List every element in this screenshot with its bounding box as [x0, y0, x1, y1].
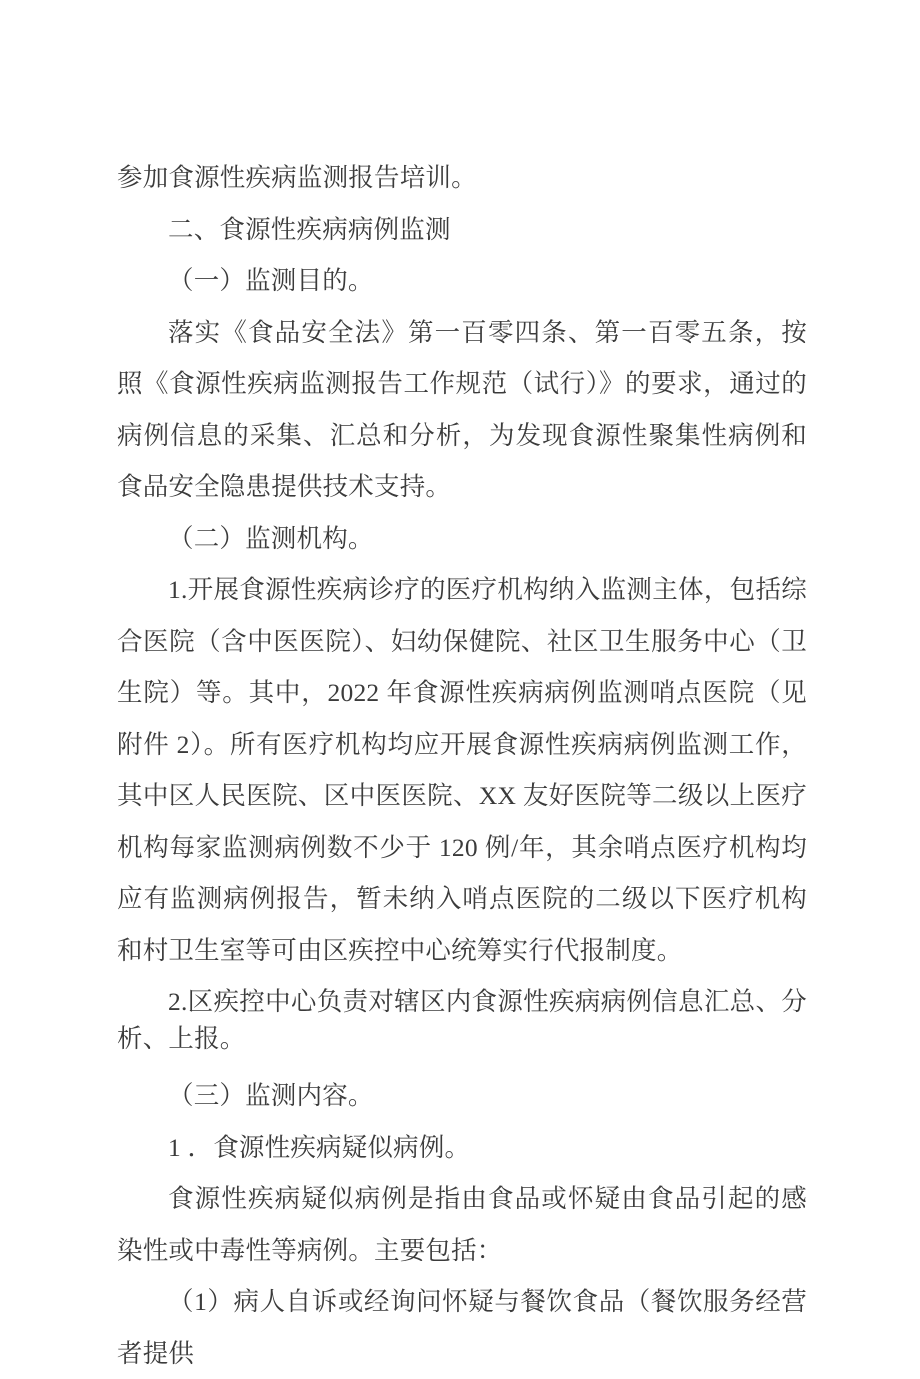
heading-subsection-three: （三）监测内容。 [168, 1081, 374, 1110]
heading-subsection-two: （二）监测机构。 [168, 523, 374, 553]
paragraph-monitoring-purpose: 落实《食品安全法》第一百零四条、第一百零五条，按照《食源性疾病监测报告工作规范（试行）》的要求，通过的病例信息的采集、汇总和分析，为发现食源性聚集性病例和食品安全隐患提供技术支持。 [117, 317, 807, 501]
text-column [117, 152, 807, 1379]
paragraph-item-2-cdc-responsibility: 2.区疾控中心负责对辖区内食源性疾病病例信息汇总、分析、上报。 [117, 987, 807, 1053]
paragraph-continuation-line: 参加食源性疾病监测报告培训。 [117, 163, 477, 192]
paragraph-item-1-suspected-case: 1 ．食源性疾病疑似病例。 [168, 1132, 471, 1162]
heading-section-two: 二、食源性疾病病例监测 [168, 214, 451, 244]
heading-subsection-one: （一）监测目的。 [168, 266, 374, 295]
paragraph-item-1-monitoring-institutions: 1.开展食源性疾病诊疗的医疗机构纳入监测主体，包括综合医院（含中医医院）、妇幼保健院、社区卫生服务中心（卫生院）等。其中，2022 年食源性疾病病例监测哨点医院（见附件 2）。所有医疗机构均应开展食源性疾病病例监测工作，其中区人民医院、区中医医院、XX 友好医院等二级以上医疗机构每家监测病例数不少于 120 例/年，其余哨点医疗机构均应有监测病例报告，暂未纳入哨点医院的二级以下医疗机构和村卫生室等可由区疾控中心统筹实行代报制度。 [117, 575, 807, 965]
paragraph-sub-item-1-patient-report: （1）病人自诉或经询问怀疑与餐饮食品（餐饮服务经营者提供 [117, 1287, 807, 1368]
paragraph-suspected-case-definition: 食源性疾病疑似病例是指由食品或怀疑由食品引起的感染性或中毒性等病例。主要包括： [117, 1184, 807, 1265]
